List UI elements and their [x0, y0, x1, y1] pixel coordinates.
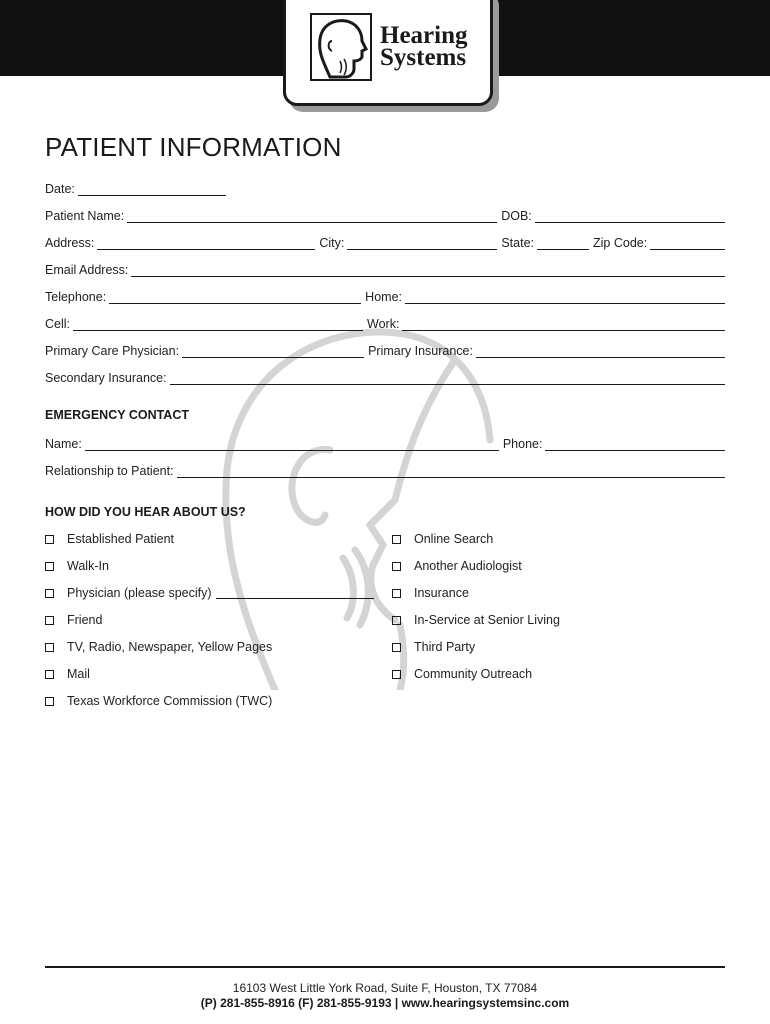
city-field[interactable]: [347, 237, 497, 250]
relationship-label: Relationship to Patient:: [45, 464, 174, 478]
checkbox-mail[interactable]: [45, 667, 90, 681]
option-label: In-Service at Senior Living: [414, 613, 560, 627]
pcp-label: Primary Care Physician:: [45, 344, 180, 358]
emergency-phone-field[interactable]: [545, 438, 725, 451]
checkbox-twc[interactable]: [45, 694, 272, 708]
primary-insurance-field[interactable]: [476, 345, 725, 358]
cell-field[interactable]: [73, 318, 363, 331]
checkbox-physician[interactable]: [45, 586, 374, 600]
emergency-name-field[interactable]: [85, 438, 499, 451]
option-label: TV, Radio, Newspaper, Yellow Pages: [67, 640, 273, 654]
email-field[interactable]: [131, 264, 725, 277]
email-label: Email Address:: [45, 263, 129, 277]
state-label: State:: [501, 236, 535, 250]
cell-row: [45, 313, 725, 331]
dob-label: DOB:: [501, 209, 532, 223]
option-label: Established Patient: [67, 532, 175, 546]
logo-wordmark: [380, 22, 468, 71]
secondary-insurance-label: Secondary Insurance:: [45, 371, 167, 385]
checkbox-icon[interactable]: [45, 670, 54, 679]
address-field[interactable]: [97, 237, 315, 250]
telephone-row: [45, 286, 725, 304]
checkbox-another-audiologist[interactable]: [392, 559, 522, 573]
head-profile-icon: [310, 13, 372, 81]
option-label: Insurance: [414, 586, 469, 600]
option-label: Another Audiologist: [414, 559, 522, 573]
footer-contact: (P) 281-855-8916 (F) 281-855-9193 | www.hearingsystemsinc.com: [200, 996, 570, 1010]
checkbox-icon[interactable]: [45, 697, 54, 706]
logo: [283, 0, 493, 106]
checkbox-online-search[interactable]: [392, 532, 493, 546]
checkbox-icon[interactable]: [392, 670, 401, 679]
checkbox-icon[interactable]: [45, 643, 54, 652]
work-field[interactable]: [402, 318, 725, 331]
referral-heading: HOW DID YOU HEAR ABOUT US?: [45, 505, 246, 519]
date-row: [45, 178, 725, 196]
patient-name-row: [45, 205, 725, 223]
checkbox-icon[interactable]: [45, 535, 54, 544]
checkbox-insurance[interactable]: [392, 586, 469, 600]
relationship-field[interactable]: [177, 465, 725, 478]
city-label: City:: [319, 236, 345, 250]
checkbox-walk-in[interactable]: [45, 559, 109, 573]
option-label: Online Search: [414, 532, 494, 546]
emergency-name-row: [45, 433, 725, 451]
physician-specify-field[interactable]: [216, 588, 374, 599]
email-row: [45, 259, 725, 277]
cell-label: Cell:: [45, 317, 71, 331]
checkbox-established-patient[interactable]: [45, 532, 174, 546]
logo-line-1: Hearing: [380, 22, 468, 49]
option-label: Community Outreach: [414, 667, 533, 681]
checkbox-icon[interactable]: [392, 562, 401, 571]
home-label: Home:: [365, 290, 402, 304]
work-label: Work:: [367, 317, 400, 331]
emergency-phone-label: Phone:: [502, 437, 543, 451]
checkbox-community-outreach[interactable]: [392, 667, 532, 681]
checkbox-icon[interactable]: [45, 589, 54, 598]
checkbox-icon[interactable]: [392, 535, 401, 544]
footer-divider: [45, 966, 725, 968]
option-label: Third Party: [414, 640, 476, 654]
primary-insurance-label: Primary Insurance:: [368, 344, 473, 358]
address-row: [45, 232, 725, 250]
patient-name-field[interactable]: [127, 210, 497, 223]
pcp-row: [45, 340, 725, 358]
patient-name-label: Patient Name:: [45, 209, 125, 223]
emergency-name-label: Name:: [45, 437, 82, 451]
checkbox-icon[interactable]: [45, 616, 54, 625]
checkbox-in-service[interactable]: [392, 613, 560, 627]
checkbox-friend[interactable]: [45, 613, 102, 627]
checkbox-icon[interactable]: [45, 562, 54, 571]
logo-line-2: Systems: [380, 44, 467, 71]
footer-address: 16103 West Little York Road, Suite F, Houston, TX 77084: [232, 981, 538, 995]
pcp-field[interactable]: [182, 345, 364, 358]
emergency-heading: EMERGENCY CONTACT: [45, 408, 189, 422]
dob-field[interactable]: [535, 210, 725, 223]
address-label: Address:: [45, 236, 95, 250]
telephone-field[interactable]: [109, 291, 361, 304]
checkbox-icon[interactable]: [392, 589, 401, 598]
home-field[interactable]: [405, 291, 725, 304]
secondary-insurance-field[interactable]: [170, 372, 725, 385]
zip-label: Zip Code:: [593, 236, 648, 250]
secondary-insurance-row: [45, 367, 725, 385]
option-label: Texas Workforce Commission (TWC): [67, 694, 273, 708]
date-field[interactable]: [78, 183, 226, 196]
zip-field[interactable]: [650, 237, 725, 250]
option-label: Physician (please specify): [67, 586, 212, 600]
state-field[interactable]: [537, 237, 589, 250]
relationship-row: [45, 460, 725, 478]
date-label: Date:: [45, 182, 75, 196]
option-label: Friend: [67, 613, 103, 627]
checkbox-icon[interactable]: [392, 643, 401, 652]
checkbox-media[interactable]: [45, 640, 272, 654]
page-title: PATIENT INFORMATION: [45, 132, 342, 162]
checkbox-third-party[interactable]: [392, 640, 475, 654]
checkbox-icon[interactable]: [392, 616, 401, 625]
telephone-label: Telephone:: [45, 290, 107, 304]
option-label: Walk-In: [67, 559, 109, 573]
option-label: Mail: [67, 667, 90, 681]
